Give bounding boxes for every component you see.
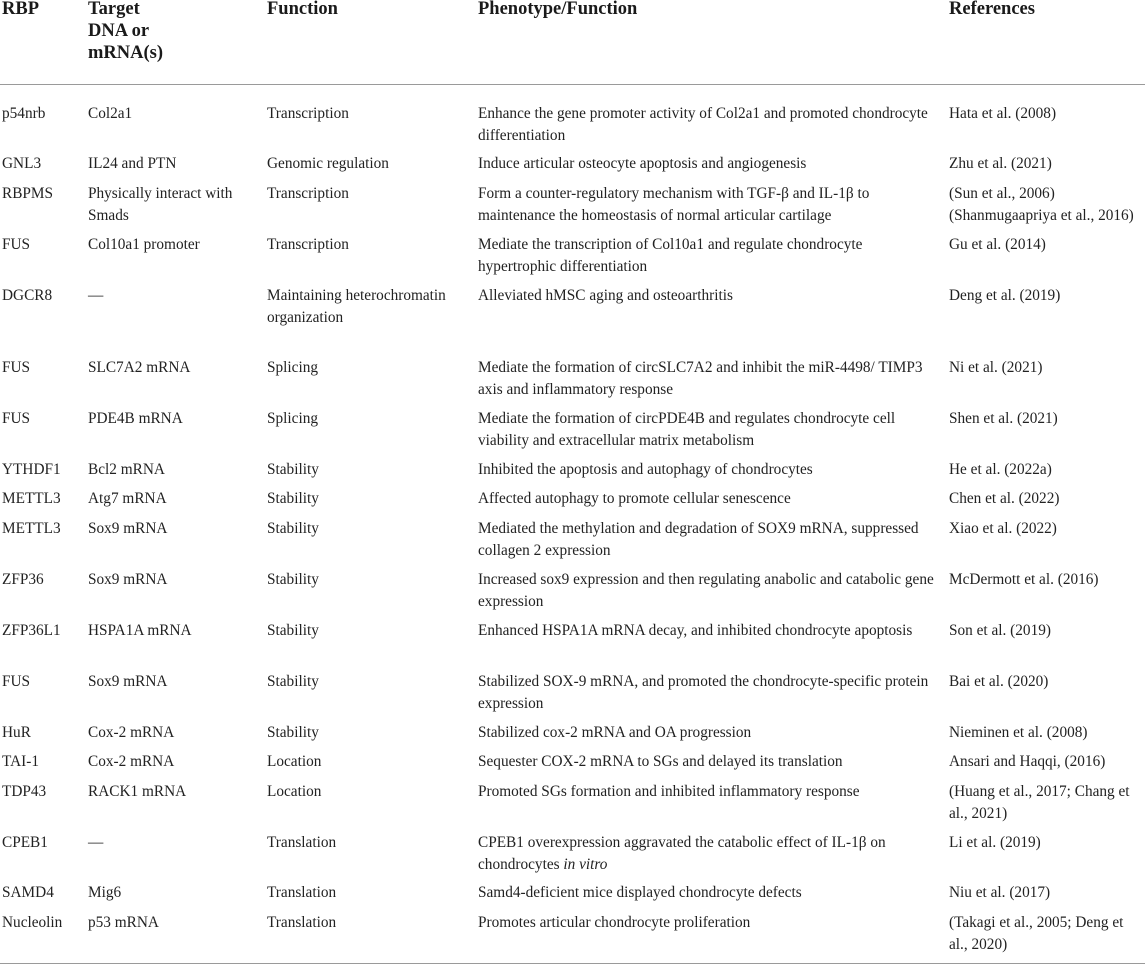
cell-rbp <box>2 882 82 904</box>
cell-phenotype-text: Increased sox9 expression and then regulating anabolic and catabolic gene expression <box>478 571 934 610</box>
cell-phenotype-text: Mediate the formation of circPDE4B and regulates chondrocyte cell viability and extracellular matrix metabolism <box>478 410 896 449</box>
cell-target <box>88 781 260 803</box>
cell-target-text: Col10a1 promoter <box>88 236 200 253</box>
cell-target <box>88 722 260 744</box>
cell-function-text: Location <box>267 783 322 800</box>
cell-reference-text: Hata et al. (2008) <box>949 105 1057 122</box>
cell-target-text: Cox-2 mRNA <box>88 753 175 770</box>
cell-rbp <box>2 153 82 175</box>
cell-target-text: RACK1 mRNA <box>88 783 187 800</box>
cell-reference <box>949 722 1143 744</box>
cell-phenotype <box>478 671 938 714</box>
cell-reference-text: Deng et al. (2019) <box>949 287 1061 304</box>
cell-rbp-text: DGCR8 <box>2 287 53 304</box>
cell-reference-text: (Huang et al., 2017; Chang et al., 2021) <box>949 783 1130 822</box>
cell-reference <box>949 408 1143 430</box>
cell-target <box>88 488 260 510</box>
cell-target-text: Sox9 mRNA <box>88 673 168 690</box>
cell-rbp <box>2 671 82 693</box>
cell-target-text: Mig6 <box>88 884 122 901</box>
cell-function-text: Genomic regulation <box>267 155 389 172</box>
cell-reference-text: Shen et al. (2021) <box>949 410 1058 427</box>
cell-rbp <box>2 518 82 540</box>
cell-rbp <box>2 781 82 803</box>
cell-rbp <box>2 569 82 591</box>
cell-target-text: PDE4B mRNA <box>88 410 183 427</box>
cell-target-text: Sox9 mRNA <box>88 520 168 537</box>
cell-function <box>267 408 467 430</box>
cell-function <box>267 569 467 591</box>
cell-rbp-text: ZFP36 <box>2 571 44 588</box>
cell-rbp <box>2 357 82 379</box>
cell-function-text: Splicing <box>267 359 318 376</box>
cell-target-text: Physically interact with Smads <box>88 185 233 224</box>
header-rbp: RBP <box>2 0 39 19</box>
cell-phenotype <box>478 832 938 875</box>
cell-target-text: Col2a1 <box>88 105 133 122</box>
cell-phenotype <box>478 183 938 226</box>
cell-function <box>267 153 467 175</box>
cell-phenotype <box>478 234 938 277</box>
cell-rbp <box>2 620 82 642</box>
cell-function-text: Translation <box>267 884 337 901</box>
cell-function <box>267 357 467 379</box>
cell-target <box>88 183 260 226</box>
cell-reference <box>949 882 1143 904</box>
cell-reference <box>949 488 1143 510</box>
cell-target <box>88 569 260 591</box>
cell-rbp-text: Nucleolin <box>2 914 63 931</box>
table-bottom-rule <box>0 963 1145 964</box>
cell-reference-text: McDermott et al. (2016) <box>949 571 1099 588</box>
cell-function-text: Maintaining heterochromatin organization <box>267 287 446 326</box>
cell-target-text: p53 mRNA <box>88 914 159 931</box>
cell-function-text: Stability <box>267 461 319 478</box>
cell-function <box>267 488 467 510</box>
cell-target <box>88 518 260 540</box>
cell-target <box>88 620 260 642</box>
cell-function <box>267 781 467 803</box>
cell-reference <box>949 234 1143 256</box>
cell-rbp-text: FUS <box>2 359 31 376</box>
cell-rbp <box>2 912 82 934</box>
cell-phenotype <box>478 722 938 744</box>
cell-rbp <box>2 234 82 256</box>
cell-rbp <box>2 408 82 430</box>
cell-phenotype <box>478 408 938 451</box>
cell-phenotype <box>478 620 938 642</box>
cell-function-text: Stability <box>267 673 319 690</box>
header-phenotype: Phenotype/Function <box>478 0 638 19</box>
cell-reference <box>949 671 1143 693</box>
cell-phenotype-text: Stabilized cox-2 mRNA and OA progression <box>478 724 752 741</box>
cell-phenotype-text: Enhance the gene promoter activity of Col2a1 and promoted chondrocyte differentiation <box>478 105 928 144</box>
cell-rbp <box>2 751 82 773</box>
cell-rbp-text: FUS <box>2 410 31 427</box>
cell-reference <box>949 620 1143 642</box>
cell-reference-text: (Sun et al., 2006) (Shanmugaapriya et al., 2016) <box>949 185 1134 224</box>
cell-target <box>88 408 260 430</box>
cell-target <box>88 357 260 379</box>
cell-target <box>88 103 260 125</box>
cell-reference <box>949 153 1143 175</box>
cell-phenotype <box>478 751 938 773</box>
cell-target <box>88 751 260 773</box>
cell-rbp <box>2 459 82 481</box>
cell-rbp <box>2 832 82 854</box>
cell-phenotype <box>478 459 938 481</box>
cell-target-text: Sox9 mRNA <box>88 571 168 588</box>
cell-function-text: Stability <box>267 490 319 507</box>
cell-phenotype-text: Promoted SGs formation and inhibited inflammatory response <box>478 783 860 800</box>
cell-phenotype <box>478 357 938 400</box>
cell-rbp-text: FUS <box>2 673 31 690</box>
italic-text: in vitro <box>563 855 608 873</box>
cell-target <box>88 882 260 904</box>
cell-phenotype <box>478 518 938 561</box>
cell-phenotype-text: Stabilized SOX-9 mRNA, and promoted the chondrocyte-specific protein expression <box>478 673 929 712</box>
cell-function <box>267 671 467 693</box>
cell-reference-text: He et al. (2022a) <box>949 461 1052 478</box>
cell-target-text: Cox-2 mRNA <box>88 724 175 741</box>
cell-target <box>88 285 260 307</box>
cell-reference <box>949 912 1143 955</box>
cell-phenotype <box>478 912 938 934</box>
cell-phenotype <box>478 488 938 510</box>
cell-target <box>88 671 260 693</box>
cell-function-text: Transcription <box>267 185 349 202</box>
cell-function <box>267 751 467 773</box>
cell-rbp-text: TAI-1 <box>2 753 40 770</box>
cell-function <box>267 285 467 328</box>
cell-reference <box>949 285 1143 307</box>
cell-function <box>267 882 467 904</box>
cell-function-text: Stability <box>267 724 319 741</box>
cell-reference-text: Niu et al. (2017) <box>949 884 1051 901</box>
cell-phenotype-text: Mediated the methylation and degradation of SOX9 mRNA, suppressed collagen 2 expression <box>478 520 919 559</box>
cell-reference <box>949 183 1143 226</box>
cell-rbp-text: FUS <box>2 236 31 253</box>
cell-function-text: Stability <box>267 520 319 537</box>
cell-function-text: Stability <box>267 622 319 639</box>
cell-reference-text: Chen et al. (2022) <box>949 490 1060 507</box>
cell-target <box>88 153 260 175</box>
cell-function <box>267 912 467 934</box>
cell-target <box>88 459 260 481</box>
cell-rbp-text: GNL3 <box>2 155 42 172</box>
cell-phenotype-text: Sequester COX-2 mRNA to SGs and delayed its translation <box>478 753 843 770</box>
cell-rbp <box>2 103 82 125</box>
cell-phenotype-text: Enhanced HSPA1A mRNA decay, and inhibited chondrocyte apoptosis <box>478 622 913 639</box>
cell-function <box>267 103 467 125</box>
cell-reference <box>949 751 1143 773</box>
cell-reference-text: (Takagi et al., 2005; Deng et al., 2020) <box>949 914 1124 953</box>
header-function: Function <box>267 0 338 19</box>
cell-phenotype-text: Samd4-deficient mice displayed chondrocyte defects <box>478 884 802 901</box>
cell-function <box>267 518 467 540</box>
cell-function <box>267 459 467 481</box>
cell-function-text: Transcription <box>267 236 349 253</box>
cell-reference-text: Zhu et al. (2021) <box>949 155 1052 172</box>
cell-reference-text: Ansari and Haqqi, (2016) <box>949 753 1106 770</box>
cell-phenotype-text: Alleviated hMSC aging and osteoarthritis <box>478 287 733 304</box>
cell-rbp-text: CPEB1 <box>2 834 48 851</box>
cell-rbp-text: YTHDF1 <box>2 461 61 478</box>
cell-rbp <box>2 488 82 510</box>
cell-function <box>267 620 467 642</box>
cell-rbp <box>2 722 82 744</box>
cell-reference <box>949 781 1143 824</box>
cell-reference-text: Ni et al. (2021) <box>949 359 1043 376</box>
cell-phenotype <box>478 103 938 146</box>
cell-rbp <box>2 285 82 307</box>
cell-phenotype-text: Affected autophagy to promote cellular senescence <box>478 490 791 507</box>
cell-phenotype <box>478 882 938 904</box>
cell-phenotype <box>478 569 938 612</box>
cell-reference <box>949 569 1143 591</box>
cell-function-text: Location <box>267 753 322 770</box>
cell-function <box>267 832 467 854</box>
table-header <box>0 0 1145 85</box>
cell-function <box>267 722 467 744</box>
cell-reference <box>949 459 1143 481</box>
cell-phenotype-text: CPEB1 overexpression aggravated the catabolic effect of IL-1β on chondrocytes <box>478 834 886 873</box>
header-target: Target DNA or mRNA(s) <box>88 0 164 63</box>
cell-phenotype <box>478 285 938 307</box>
cell-rbp-text: METTL3 <box>2 520 61 537</box>
cell-function-text: Stability <box>267 571 319 588</box>
cell-reference-text: Son et al. (2019) <box>949 622 1051 639</box>
cell-function <box>267 183 467 205</box>
cell-reference <box>949 103 1143 125</box>
cell-target <box>88 832 260 854</box>
cell-phenotype-text: Inhibited the apoptosis and autophagy of chondrocytes <box>478 461 813 478</box>
header-references: References <box>949 0 1035 19</box>
cell-reference-text: Nieminen et al. (2008) <box>949 724 1088 741</box>
cell-target <box>88 912 260 934</box>
cell-target <box>88 234 260 256</box>
cell-phenotype <box>478 153 938 175</box>
cell-rbp-text: METTL3 <box>2 490 61 507</box>
cell-rbp-text: ZFP36L1 <box>2 622 61 639</box>
cell-target-text: — <box>88 834 104 851</box>
cell-reference-text: Li et al. (2019) <box>949 834 1041 851</box>
cell-function-text: Splicing <box>267 410 318 427</box>
cell-rbp-text: RBPMS <box>2 185 54 202</box>
cell-rbp-text: p54nrb <box>2 105 46 122</box>
cell-phenotype-text: Induce articular osteocyte apoptosis and angiogenesis <box>478 155 807 172</box>
cell-target-text: IL24 and PTN <box>88 155 177 172</box>
cell-rbp-text: HuR <box>2 724 31 741</box>
cell-target-text: Bcl2 mRNA <box>88 461 165 478</box>
cell-target-text: Atg7 mRNA <box>88 490 167 507</box>
cell-phenotype-text: Form a counter-regulatory mechanism with TGF-β and IL-1β to maintenance the homeostasis of normal articular cartilage <box>478 185 870 224</box>
cell-rbp-text: TDP43 <box>2 783 47 800</box>
cell-phenotype <box>478 781 938 803</box>
cell-reference-text: Bai et al. (2020) <box>949 673 1049 690</box>
cell-phenotype-text: Mediate the transcription of Col10a1 and regulate chondrocyte hypertrophic differentiation <box>478 236 863 275</box>
cell-function-text: Translation <box>267 834 337 851</box>
cell-function-text: Transcription <box>267 105 349 122</box>
cell-phenotype-text: Mediate the formation of circSLC7A2 and inhibit the miR-4498/ TIMP3 axis and inflammatory response <box>478 359 923 398</box>
cell-target-text: HSPA1A mRNA <box>88 622 192 639</box>
cell-reference <box>949 832 1143 854</box>
cell-reference <box>949 357 1143 379</box>
cell-target-text: SLC7A2 mRNA <box>88 359 191 376</box>
cell-phenotype-text: Promotes articular chondrocyte proliferation <box>478 914 751 931</box>
cell-function <box>267 234 467 256</box>
cell-rbp <box>2 183 82 205</box>
cell-function-text: Translation <box>267 914 337 931</box>
cell-target-text: — <box>88 287 104 304</box>
cell-rbp-text: SAMD4 <box>2 884 54 901</box>
cell-reference-text: Xiao et al. (2022) <box>949 520 1057 537</box>
cell-reference-text: Gu et al. (2014) <box>949 236 1046 253</box>
cell-reference <box>949 518 1143 540</box>
